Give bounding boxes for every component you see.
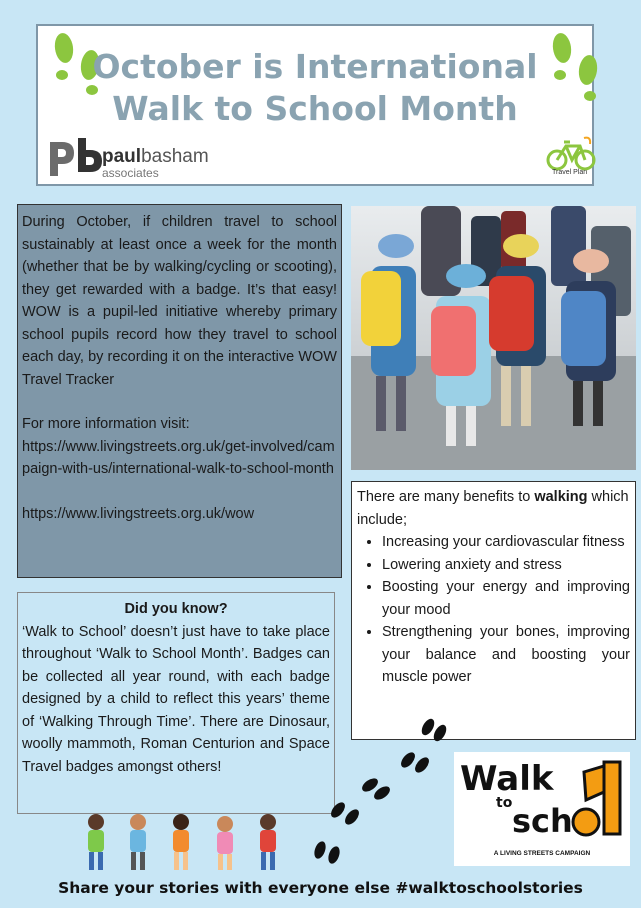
svg-text:sch: sch — [512, 802, 573, 840]
list-item: • Lowering anxiety and stress — [382, 554, 630, 577]
title-line-1: October is International — [92, 47, 538, 86]
title-line-2: Walk to School Month — [112, 89, 518, 128]
benefits-intro: There are many benefits to walking which include; — [357, 489, 629, 528]
walking-kids-illustration — [78, 812, 293, 878]
list-item: • Increasing your cardiovascular fitness — [382, 531, 630, 554]
company-name: paulbasham — [102, 146, 209, 167]
benefits-box — [351, 481, 636, 740]
page-title — [38, 46, 592, 130]
did-you-know-title: Did you know? — [124, 601, 228, 617]
header-banner — [36, 24, 594, 186]
list-item: • Strengthening your bones, improving your balance and boosting your muscle power — [382, 621, 630, 689]
footer-tagline: Share your stories with everyone else #walktoschoolstories — [58, 879, 583, 897]
walk-to-school-logo-icon — [454, 752, 630, 850]
campaign-label: A LIVING STREETS CAMPAIGN — [493, 850, 591, 857]
info-link-1[interactable]: https://www.livingstreets.org.uk/get-involved/campaign-with-us/international-walk-to-school-month — [22, 438, 335, 477]
footprints-trail-icon — [310, 715, 450, 870]
company-subtitle: associates — [102, 166, 159, 180]
info-paragraph: During October, if children travel to school sustainably at least once a week for the month (whether that be by walking/cycling or scooting), they get rewarded with a badge. It’s that easy! WOW is a pupil-led initiative whereby primary school pupils record how they travel to school each day, by recording it on the interactive WOW Travel Tracker — [22, 214, 337, 388]
info-box — [17, 204, 342, 578]
list-item: • Boosting your energy and improving your mood — [382, 576, 630, 621]
children-walking-photo — [351, 206, 636, 470]
more-info-label: For more information visit: — [22, 416, 190, 432]
did-you-know-body: ‘Walk to School’ doesn’t just have to take place throughout ‘Walk to School Month’. Badges can be collected all year round, with each badge designed by a child to reflect this years’ theme of ‘Walking Through Time’. There are Dinosaur, woolly mammoth, Roman Centurion and Space Travel badges amongst others! — [22, 623, 330, 775]
did-you-know-box — [17, 592, 335, 814]
svg-text:Walk: Walk — [460, 759, 554, 799]
walk-to-school-logo — [454, 752, 630, 866]
travel-plan-label: Travel Plan — [552, 169, 588, 176]
benefits-list — [357, 531, 630, 689]
svg-text:to: to — [496, 795, 513, 811]
info-link-2[interactable]: https://www.livingstreets.org.uk/wow — [22, 505, 255, 522]
